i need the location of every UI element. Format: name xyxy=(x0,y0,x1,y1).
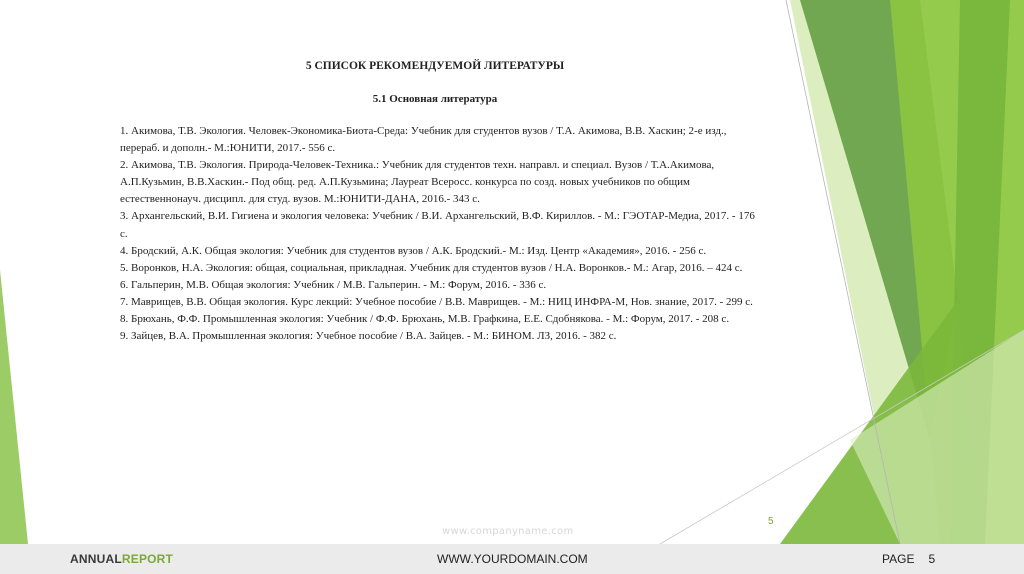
green-shape-left xyxy=(0,270,28,544)
page-number: 5 xyxy=(928,552,936,566)
list-item: 6. Гальперин, М.В. Общая экология: Учебник / М.В. Гальперин. - М.: Форум, 2016. - 336 с. xyxy=(120,278,547,291)
brand-report: REPORT xyxy=(121,552,174,566)
reference-list xyxy=(120,123,760,345)
list-item: 7. Маврищев, В.В. Общая экология. Курс лекций: Учебное пособие / В.В. Маврищев. - М.: НИЦ ИНФРА-М, Нов. знание, 2017. - 299 с. xyxy=(120,295,753,308)
list-item: 1. Акимова, Т.В. Экология. Человек-Экономика-Биота-Среда: Учебник для студентов вузов / Т.А. Акимова, В.В. Хаскин; 2-е изд., перераб. и дополн.- М.:ЮНИТИ, 2017.- 556 с. xyxy=(120,125,727,155)
list-item: 9. Зайцев, В.А. Промышленная экология: Учебное пособие / В.А. Зайцев. - М.: БИНОМ. ЛЗ, 2016. - 382 с. xyxy=(120,330,617,343)
footer-brand xyxy=(70,552,173,566)
page-label: PAGE xyxy=(882,552,915,566)
list-item: 5. Воронков, Н.А. Экология: общая, социальная, прикладная. Учебник для студентов вузов / Н.А. Воронков.- М.: Агар, 2016. – 424 с. xyxy=(120,261,743,274)
watermark-text: www.companyname.com xyxy=(442,526,574,537)
footer-page-indicator xyxy=(882,552,935,566)
brand-annual: ANNUAL xyxy=(70,552,122,566)
slide-number: 5 xyxy=(768,516,774,527)
section-subtitle: 5.1 Основная литература xyxy=(372,93,498,105)
footer-bar xyxy=(0,544,1024,574)
list-item: 8. Брюхань, Ф.Ф. Промышленная экология: Учебник / Ф.Ф. Брюхань, М.В. Графкина, Е.Е. Сдобнякова. - М.: Форум, 2017. - 208 с. xyxy=(120,313,730,326)
page-title: 5 СПИСОК РЕКОМЕНДУЕМОЙ ЛИТЕРАТУРЫ xyxy=(305,60,565,72)
footer-url-link[interactable]: WWW.YOURDOMAIN.COM xyxy=(437,552,588,566)
list-item: 2. Акимова, Т.В. Экология. Природа-Человек-Техника.: Учебник для студентов техн. направл. и специал. Вузов / Т.А.Акимова, А.П.Кузьмин, В.В.Хаскин.- Под общ. ред. А.П.Кузьмина; Лауреат Всеросс. конкурса по созд. новых учебников по общим естественнонауч. дисципл. для студ. вузов. М.:ЮНИТИ-ДАНА, 2016.- 343 с. xyxy=(120,159,715,206)
list-item: 3. Архангельский, В.И. Гигиена и экология человека: Учебник / В.И. Архангельский, В.Ф. Кириллов. - М.: ГЭОТАР-Медиа, 2017. - 176 с. xyxy=(120,210,755,240)
list-item: 4. Бродский, А.К. Общая экология: Учебник для студентов вузов / А.К. Бродский.- М.: Изд. Центр «Академия», 2016. - 256 с. xyxy=(120,244,707,257)
